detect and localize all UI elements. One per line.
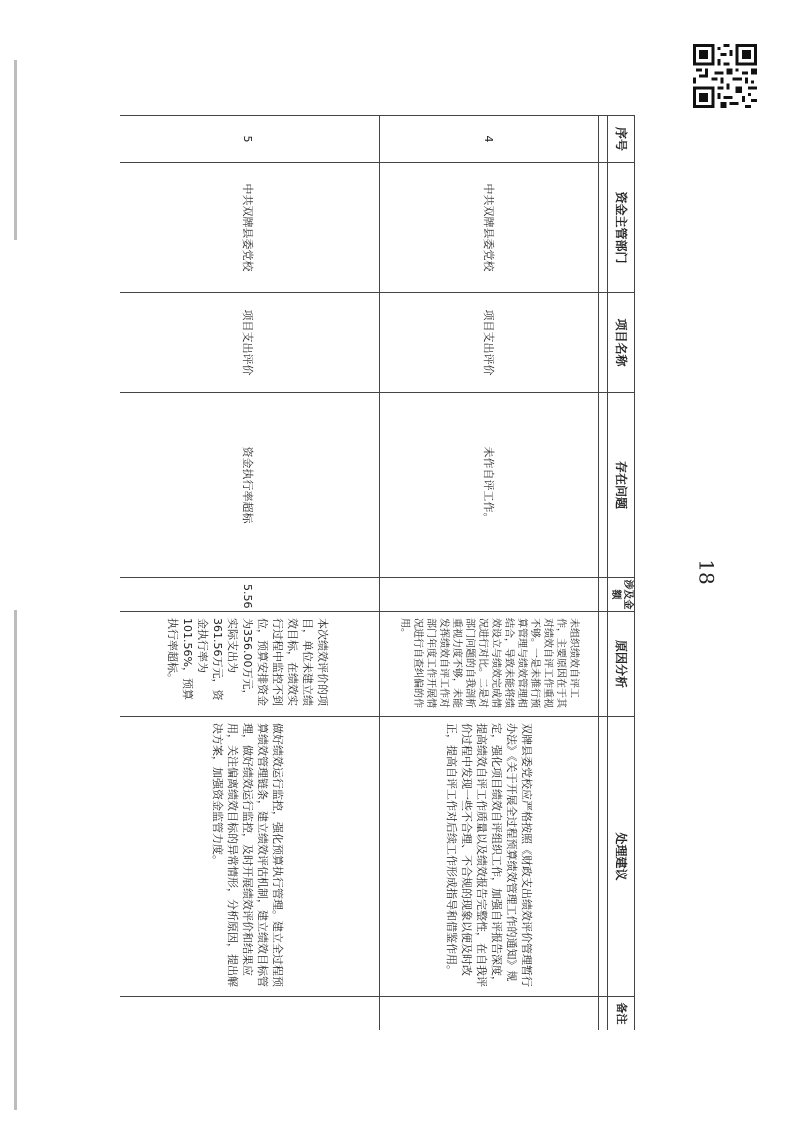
cell-amount: 5.56 [120,578,380,612]
scan-edge-mark [14,610,17,1110]
cell-dept: 中共双牌县委党校 [380,163,599,293]
table-row [380,116,599,1031]
cell-problem: 资金执行率超标 [120,393,380,578]
header-suggestion: 处理建议 [608,717,635,997]
scan-edge-mark [14,60,17,240]
header-project: 项目名称 [608,293,635,393]
table-spacer-row [599,116,608,1031]
cell-cause: 本次绩效评价的项目，单位未建立绩效目标，在绩效实行过程中监控不到位，预算安排资金为356.00万元，实际支出为361.56万元，资金执行率为101.56%，预算执行率超标。 [120,612,380,717]
header-seq: 序号 [608,116,635,163]
cell-remark [380,997,599,1031]
page-number: 18 [694,559,719,585]
header-remark: 备注 [608,997,635,1031]
cell-suggestion: 做好绩效运行监控，强化预算执行管理。建立全过程预算绩效管理链条，建立绩效评估机制，建立绩效目标管理，做好绩效运行监控，及时开展绩效评价和结果应用，关注偏离绩效目标的异常情形，分析原因，提出解决方案，加强资金监管力度。 [120,717,380,997]
header-amount: 涉及金额 [608,578,635,612]
table-header-row [608,116,635,1031]
header-cause: 原因分析 [608,612,635,717]
cell-remark [120,997,380,1031]
cell-problem: 未作自评工作。 [380,393,599,578]
table-region [120,115,635,1030]
cell-dept: 中共双牌县委党校 [120,163,380,293]
cell-seq: 5 [120,116,380,163]
cell-project: 项目支出评价 [380,293,599,393]
qr-code-icon [693,44,757,108]
cell-suggestion: 双牌县委党校应严格按照《财政支出绩效评价管理暂行办法》《关于开展全过程预算绩效管理工作的通知》规定，强化项目绩效自评组织工作，加强自评报告深度，提高绩效自评工作质量以及绩效报告完整性，在自我评价过程中发现一些不合理、不合规的现象以便及时改正，提高自评工作对后续工作形成指导和借鉴作用。 [380,717,599,997]
cell-project: 项目支出评价 [120,293,380,393]
header-problem: 存在问题 [608,393,635,578]
evaluation-issues-table [120,115,635,1030]
cell-cause: 未组织绩效自评工作，主要原因在于其对绩效自评工作重视不够。一是未推行预算管理与绩效管理相结合，导致未能将绩效设立与绩效完成情况进行对比。二是对部门问题的自我剖析重视力度不够，未能发挥绩效自评工作对部门年度工作开展情况进行自查纠偏的作用。 [380,612,599,717]
table-row [120,116,380,1031]
cell-amount [380,578,599,612]
cell-seq: 4 [380,116,599,163]
header-dept: 资金主管部门 [608,163,635,293]
